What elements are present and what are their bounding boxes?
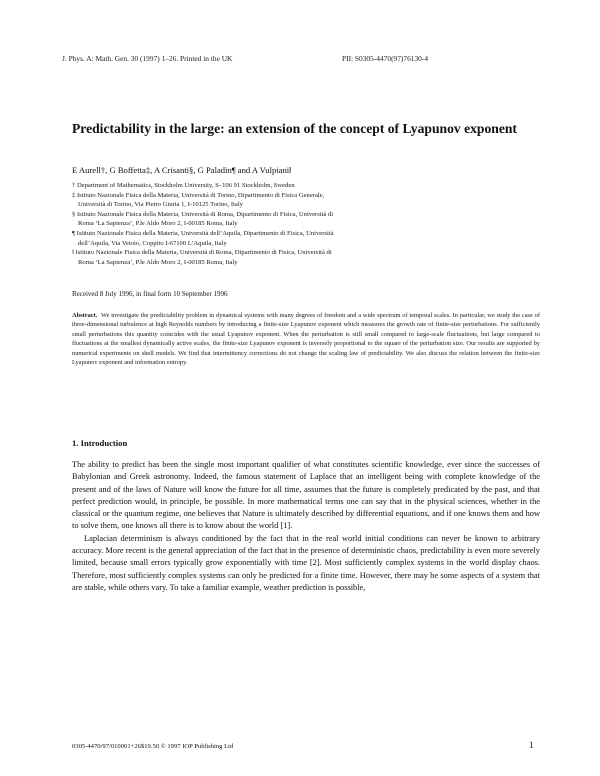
abstract	[72, 311, 540, 367]
abstract-text: We investigate the predictability problem in dynamical systems with many degrees of freedom and a wide spectrum of temporal scales. In particular, we study the case of three-dimensional turbulence at high Reynolds numbers by introducing a finite-size Lyapunov exponent which measures the growth rate of finite-size perturbations. For sufficiently small perturbations this quantity coincides with the usual Lyapunov exponent. When the perturbation is still small compared to large-scale fluctuations, but large compared to fluctuations at the smallest dynamically active scales, the finite-size Lyapunov exponent is inversely proportional to the square of the perturbation size. Our results are supported by numerical experiments on shell models. We find that intermittency corrections do not change the scaling law of predictability. We also discuss the relation between the finite-size Lyapunov exponent and information entropy.	[72, 312, 540, 367]
paragraph: The ability to predict has been the single most important qualifier of what constitutes scientific knowledge, ever since the successes of Babylonian and Greek astronomy. Indeed, the famous statement of Laplace that an intelligent being with complete knowledge of the present and of the laws of Nature will know the future for all time, assumes that the future is completely predicated by the past, and that perfect prediction would, in principle, be possible. In more mathematical terms one can say that in the physical sciences, whether in the classical or the quantum regime, one believes that Nature is ultimately described by differential equations, and if one knows them and how to solve them, one knows all there is to know about the world [1].	[72, 460, 540, 531]
paper-title: Predictability in the large: an extension of the concept of Lyapunov exponent	[72, 121, 517, 136]
affiliation-4-cont: dell’Aquila, Via Vetoio, Coppito I-67100 L’Aquila, Italy	[78, 239, 227, 247]
abstract-label: Abstract.	[72, 312, 98, 319]
introduction-body	[72, 459, 540, 594]
affiliation-2-cont: Università di Torino, Via Pietro Giuria 1, I-10125 Torino, Italy	[78, 201, 243, 209]
affiliations	[72, 181, 542, 267]
affiliation-3-cont: Roma ‘La Sapienza’, P.le Aldo Moro 2, I-00185 Roma, Italy	[78, 220, 238, 228]
page-number: 1	[529, 740, 534, 750]
journal-header: J. Phys. A: Math. Gen. 30 (1997) 1–26. Printed in the UK	[62, 54, 233, 63]
affiliation-5-cont: Roma ‘La Sapienza’, P.le Aldo Moro 2, I-00185 Roma, Italy	[78, 258, 238, 266]
received-date: Received 8 July 1996, in final form 10 September 1996	[72, 290, 228, 298]
affiliation-5: ‖ Istituto Nazionale Fisica della Materia, Università di Roma, Dipartimento di Fisica, Università di	[72, 249, 332, 257]
affiliation-4: ¶ Istituto Nazionale Fisica della Materia, Università dell’Aquila, Dipartimento di Fisica, Università	[72, 229, 334, 237]
affiliation-1: † Department of Mathematics, Stockholm University, S–106 91 Stockholm, Sweden	[72, 182, 295, 189]
pii-header: PII: S0305-4470(97)76130-4	[342, 54, 429, 63]
author-list: E Aurell†, G Boffetta‡, A Crisanti§, G Paladin¶ and A Vulpiani‖	[72, 165, 292, 175]
paragraph: Laplacian determinism is always conditioned by the fact that in the real world initial conditions can never be known to arbitrary accuracy. More recent is the general appreciation of the fact that in the presence of deterministic chaos, predictability is even more severely limited, because small errors typically grow exponentially with time [2]. Most sufficiently complex systems in the world display chaos. Therefore, most sufficiently complex systems can only be predicted for a finite time. However, there may be some aspects of a system that are stable, while others vary. To take a familiar example, weather prediction is possible,	[72, 533, 540, 592]
affiliation-3: § Istituto Nazionale Fisica della Materia, Università di Roma, Dipartimento di Fisica, Università di	[72, 210, 334, 218]
copyright-footer: 0305-4470/97/010001+26$19.50 © 1997 IOP Publishing Ltd	[72, 743, 234, 750]
section-heading: 1. Introduction	[72, 438, 128, 448]
affiliation-2: ‡ Istituto Nazionale Fisica della Materia, Università di Torino, Dipartimento di Fisica Generale,	[72, 191, 325, 199]
